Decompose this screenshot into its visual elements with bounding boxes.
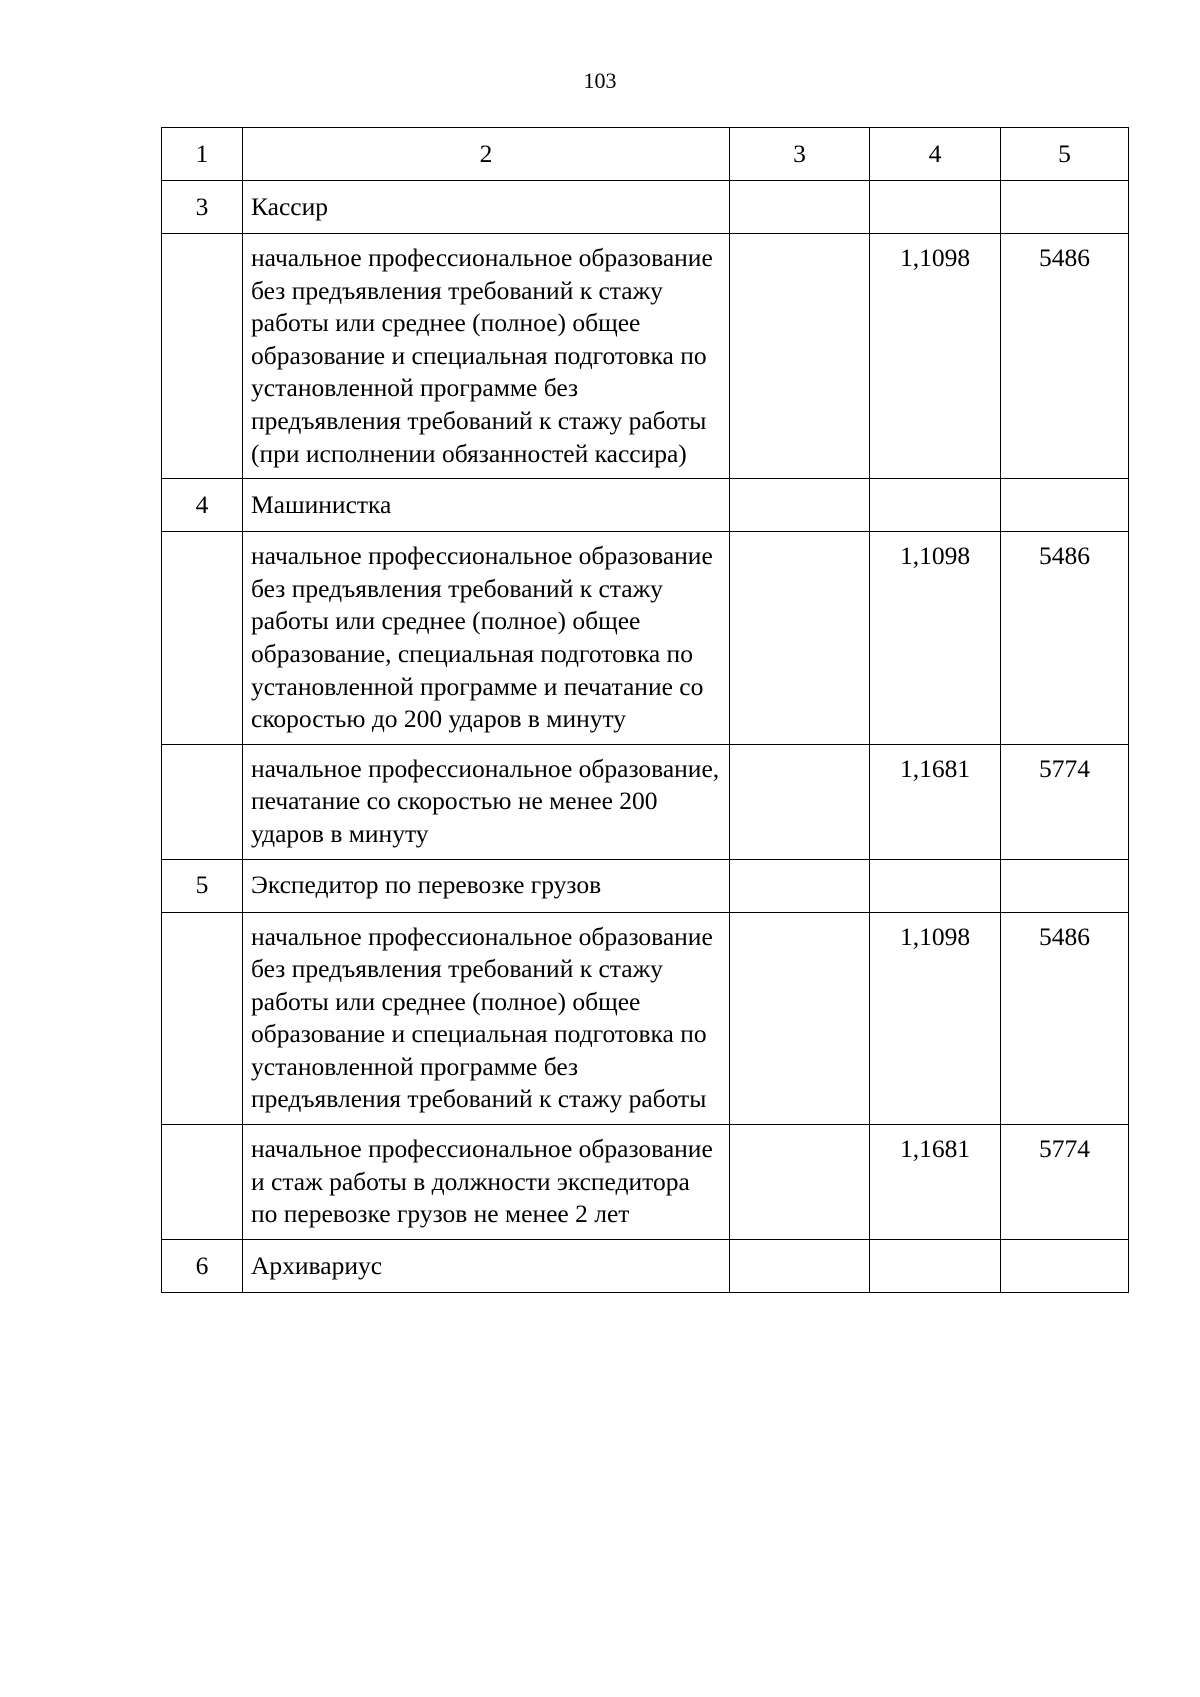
row-number-cell — [162, 532, 243, 745]
row-number-cell: 5 — [162, 859, 243, 912]
amount-cell: 5486 — [1001, 912, 1129, 1125]
qualification-description-cell: начальное профессиональное образование без предъявления требований к стажу работы или среднее (полное) общее образование, специальная подготовка по установленной программе и печатание со скоростью до 200 ударов в минуту — [243, 532, 730, 745]
row-number-cell: 6 — [162, 1239, 243, 1292]
coefficient-cell: 1,1681 — [870, 1125, 1001, 1240]
column-header: 4 — [870, 128, 1001, 181]
table-row — [162, 532, 1129, 745]
qualification-table — [161, 127, 1129, 1293]
column-3-cell — [730, 479, 870, 532]
column-header: 5 — [1001, 128, 1129, 181]
column-3-cell — [730, 912, 870, 1125]
coefficient-cell — [870, 479, 1001, 532]
column-3-cell — [730, 859, 870, 912]
column-3-cell — [730, 744, 870, 859]
column-3-cell — [730, 234, 870, 479]
position-title-cell: Кассир — [243, 181, 730, 234]
coefficient-cell: 1,1098 — [870, 532, 1001, 745]
column-header: 2 — [243, 128, 730, 181]
position-title-cell: Машинистка — [243, 479, 730, 532]
column-3-cell — [730, 532, 870, 745]
amount-cell — [1001, 181, 1129, 234]
row-number-cell — [162, 234, 243, 479]
row-number-cell — [162, 912, 243, 1125]
table-row — [162, 912, 1129, 1125]
amount-cell: 5774 — [1001, 744, 1129, 859]
page-number: 103 — [583, 68, 617, 93]
amount-cell — [1001, 479, 1129, 532]
row-number-cell: 3 — [162, 181, 243, 234]
row-number-cell — [162, 1125, 243, 1240]
table-row — [162, 1239, 1129, 1292]
table-row — [162, 181, 1129, 234]
column-3-cell — [730, 181, 870, 234]
qualification-description-cell: начальное профессиональное образование и стаж работы в должности экспедитора по перевозке грузов не менее 2 лет — [243, 1125, 730, 1240]
qualification-description-cell: начальное профессиональное образование без предъявления требований к стажу работы или среднее (полное) общее образование и специальная подготовка по установленной программе без предъявления требований к стажу работы (при исполнении обязанностей кассира) — [243, 234, 730, 479]
position-title-cell: Архивариус — [243, 1239, 730, 1292]
row-number-cell — [162, 744, 243, 859]
column-header: 3 — [730, 128, 870, 181]
column-3-cell — [730, 1125, 870, 1240]
coefficient-cell — [870, 181, 1001, 234]
amount-cell: 5774 — [1001, 1125, 1129, 1240]
column-3-cell — [730, 1239, 870, 1292]
amount-cell — [1001, 1239, 1129, 1292]
row-number-cell: 4 — [162, 479, 243, 532]
table-row — [162, 234, 1129, 479]
amount-cell — [1001, 859, 1129, 912]
column-header: 1 — [162, 128, 243, 181]
amount-cell: 5486 — [1001, 532, 1129, 745]
table-row — [162, 1125, 1129, 1240]
table-row — [162, 859, 1129, 912]
table-row — [162, 744, 1129, 859]
coefficient-cell — [870, 1239, 1001, 1292]
amount-cell: 5486 — [1001, 234, 1129, 479]
table-row — [162, 479, 1129, 532]
coefficient-cell: 1,1681 — [870, 744, 1001, 859]
qualification-description-cell: начальное профессиональное образование, печатание со скоростью не менее 200 ударов в минуту — [243, 744, 730, 859]
coefficient-cell: 1,1098 — [870, 912, 1001, 1125]
table-header-row — [162, 128, 1129, 181]
qualification-description-cell: начальное профессиональное образование без предъявления требований к стажу работы или среднее (полное) общее образование и специальная подготовка по установленной программе без предъявления требований к стажу работы — [243, 912, 730, 1125]
position-title-cell: Экспедитор по перевозке грузов — [243, 859, 730, 912]
coefficient-cell — [870, 859, 1001, 912]
coefficient-cell: 1,1098 — [870, 234, 1001, 479]
